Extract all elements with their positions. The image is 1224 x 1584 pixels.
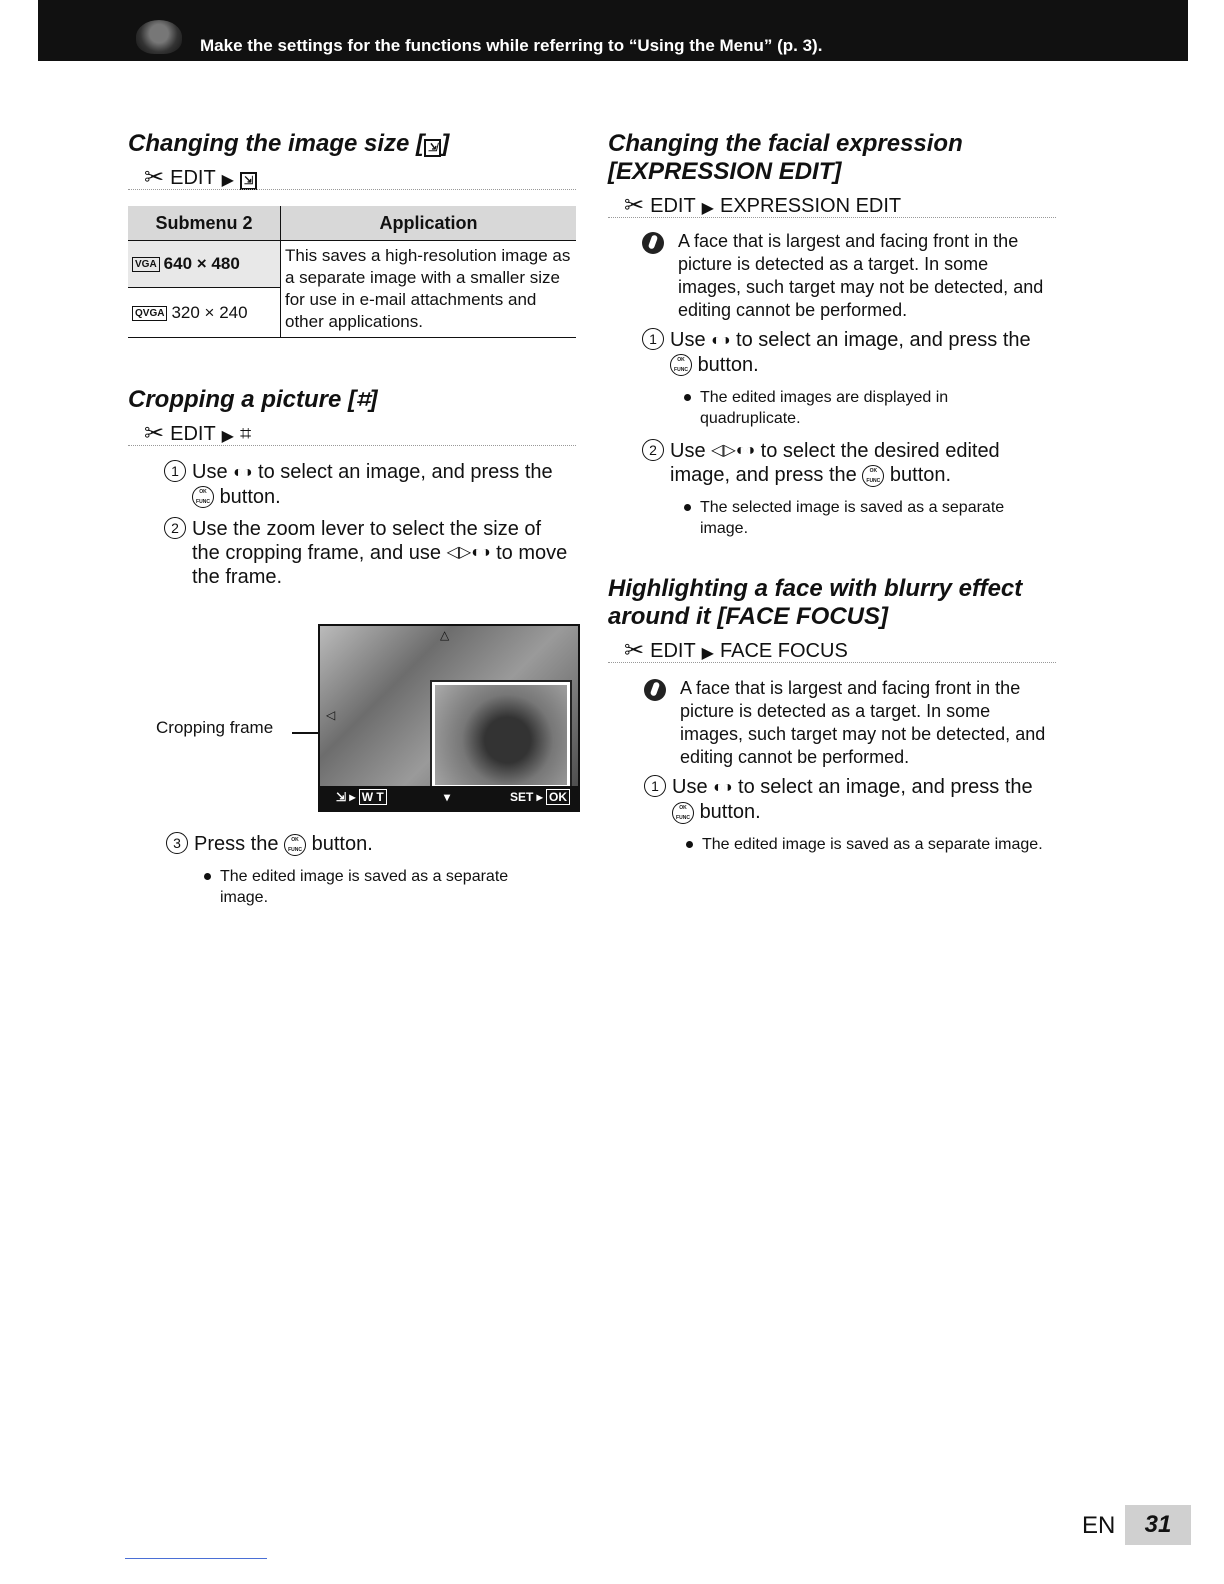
right-column <box>608 130 1058 855</box>
ok-button-icon: OK FUNC <box>284 834 306 856</box>
crop-step2-pre: Use the zoom lever to select the size of the cropping frame, and use <box>192 517 542 564</box>
table-row <box>128 241 576 288</box>
crop-step2-end: to move the frame. <box>192 541 568 589</box>
language-label: EN <box>1082 1512 1116 1539</box>
table-cell-size <box>128 241 281 288</box>
left-column <box>128 130 578 589</box>
set-ok-label: SET ▸ OK <box>510 790 570 804</box>
crop-step-3 <box>173 832 574 856</box>
left-right-arrows-icon: ◐◑ <box>711 331 731 349</box>
facefocus-note-text: A face that is largest and facing front in the picture is detected as a target. In some images, such target may not be detected, and editing cannot be performed. <box>680 678 1046 768</box>
facefocus-body <box>651 677 1050 855</box>
expression-body <box>649 230 1048 539</box>
size-vga: 640 × 480 <box>163 254 240 274</box>
crop-step3-pre: Press the <box>194 833 279 855</box>
arrow-right-icon: ▶ <box>701 200 714 217</box>
crop-step-2 <box>171 517 572 590</box>
arrow-right-icon: ▶ <box>701 645 714 663</box>
ok-button-icon: OK FUNC <box>192 486 214 508</box>
expression-step-2 <box>649 439 1048 488</box>
arrow-right-icon: ▶ <box>221 172 234 189</box>
facefocus-path-edit: EDIT <box>650 640 696 663</box>
cropping-frame <box>432 682 570 788</box>
crop-step-1 <box>171 460 572 509</box>
scissors-icon: ✂ <box>144 420 165 447</box>
ok-button-icon: OK FUNC <box>672 802 694 824</box>
expression-path-edit: EDIT <box>650 195 696 217</box>
down-arrow-icon: ▾ <box>444 790 451 804</box>
vga-icon: VGA <box>132 257 160 272</box>
expression-note <box>678 230 1048 322</box>
step-number-3: 3 <box>166 832 188 854</box>
expression-note-text: A face that is largest and facing front in the picture is detected as a target. In some images, such target may not be detected, and editing cannot be performed. <box>678 231 1044 320</box>
crop-path-edit: EDIT <box>170 423 216 445</box>
crop-steps <box>171 460 572 589</box>
crop-title-end: ] <box>369 386 378 413</box>
zoom-wt: W T <box>359 789 387 805</box>
header-text: Make the settings for the functions while referring to “Using the Menu” (p. 3). <box>200 36 823 55</box>
step-number-2: 2 <box>642 439 664 461</box>
four-way-arrows-icon: ◁▷◐◑ <box>446 544 491 562</box>
resize-table <box>128 206 576 338</box>
table-cell-size <box>128 288 281 338</box>
expression-title <box>608 130 1058 186</box>
expression-step1-pre: Use <box>670 329 706 351</box>
four-way-arrows-icon: ◁▷◐◑ <box>711 442 756 460</box>
resize-path-edit: EDIT <box>170 167 216 189</box>
expression-menu-path <box>608 188 1056 218</box>
expression-title-line1: Changing the facial expression <box>608 130 963 157</box>
footer-rule <box>125 1558 267 1559</box>
crop-step-3-block <box>173 832 574 908</box>
table-header-submenu: Submenu 2 <box>128 206 281 241</box>
cropping-frame-caption: Cropping frame <box>156 718 274 737</box>
step-number-1: 1 <box>642 328 664 350</box>
page-number: 31 <box>1125 1505 1191 1545</box>
set-label: SET <box>509 790 534 804</box>
crop-step1-end: button. <box>219 485 281 508</box>
facefocus-menu-path <box>608 633 1056 663</box>
expression-title-line2: [EXPRESSION EDIT] <box>608 158 842 185</box>
resize-menu-path <box>128 160 576 190</box>
facefocus-note <box>680 677 1050 769</box>
scissors-icon: ✂ <box>144 164 165 191</box>
expression-step2-pre: Use <box>670 439 706 462</box>
crop-icon: ⌗ <box>356 386 370 413</box>
crop-step1-post: to select an image, and press the <box>258 461 553 483</box>
crop-title-text: Cropping a picture [ <box>128 386 356 413</box>
facefocus-step-1 <box>651 775 1050 824</box>
menu-camera-icon <box>136 20 182 54</box>
ok-button-icon: OK FUNC <box>862 465 884 487</box>
crop-step1-pre: Use <box>192 461 228 483</box>
ok-button-icon: OK FUNC <box>670 354 692 376</box>
left-right-arrows-icon: ◐◑ <box>233 463 253 481</box>
step-number-1: 1 <box>644 775 666 797</box>
qvga-icon: QVGA <box>132 306 167 321</box>
crop-step3-end: button. <box>311 833 373 855</box>
expression-step1-end: button. <box>697 353 759 376</box>
screen-status-bar <box>320 786 578 810</box>
step-number-1: 1 <box>164 460 186 482</box>
resize-icon-small: ⇲ <box>240 172 257 190</box>
zoom-label: ⇲ ▸ W T <box>336 790 387 804</box>
table-header-row <box>128 206 576 241</box>
facefocus-step1-pre: Use <box>672 776 708 799</box>
expression-step2-post: to select the desired edited image, and press the <box>670 439 1000 487</box>
left-arrow-icon: ◁ <box>326 708 336 722</box>
step-number-2: 2 <box>164 517 186 539</box>
resize-title <box>128 130 578 158</box>
arrow-right-icon: ▶ <box>221 428 234 445</box>
ok-label: OK <box>546 789 570 805</box>
facefocus-title <box>608 575 1058 631</box>
crop-bullet: The edited image is saved as a separate image. <box>202 866 560 908</box>
caution-icon <box>644 679 666 701</box>
crop-title <box>128 386 578 414</box>
size-qvga: 320 × 240 <box>171 302 248 322</box>
facefocus-bullet: The edited image is saved as a separate image. <box>684 834 1050 855</box>
facefocus-title-line2: around it [FACE FOCUS] <box>608 603 888 631</box>
expression-bullet-1: The edited images are displayed in quadruplicate. <box>682 387 1048 429</box>
scissors-icon: ✂ <box>624 637 645 665</box>
facefocus-step1-end: button. <box>699 801 761 824</box>
scissors-icon: ✂ <box>624 192 645 219</box>
up-arrow-icon: △ <box>440 628 450 642</box>
facefocus-path-item: FACE FOCUS <box>719 640 848 663</box>
camera-screen-illustration <box>318 624 580 812</box>
expression-step2-end: button. <box>889 464 952 487</box>
expression-step-1 <box>649 328 1048 377</box>
resize-title-text: Changing the image size [ <box>128 130 425 157</box>
caution-icon <box>642 232 664 254</box>
facefocus-title-line1: Highlighting a face with blurry effect <box>608 575 1023 603</box>
table-header-application: Application <box>281 206 577 241</box>
header-bar <box>38 0 1188 61</box>
left-right-arrows-icon: ◐◑ <box>713 779 733 797</box>
expression-step1-post: to select an image, and press the <box>736 329 1031 351</box>
crop-icon-small: ⌗ <box>239 423 252 445</box>
crop-menu-path <box>128 416 576 446</box>
facefocus-step1-post: to select an image, and press the <box>738 776 1033 799</box>
resize-icon: ⇲ <box>424 139 441 157</box>
expression-bullet-2: The selected image is saved as a separate image. <box>682 497 1048 539</box>
resize-title-end: ] <box>441 130 450 157</box>
table-cell-application: This saves a high-resolution image as a separate image with a smaller size for use in e-mail attachments and other applications. <box>281 241 577 338</box>
expression-path-item: EXPRESSION EDIT <box>719 195 902 217</box>
